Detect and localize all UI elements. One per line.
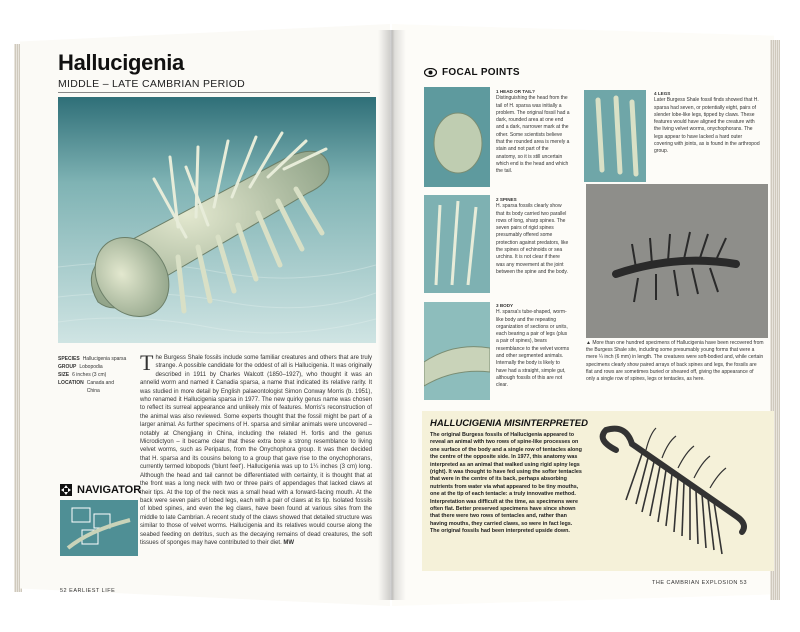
misinterpreted-title: HALLUCIGENIA MISINTERPRETED: [430, 418, 588, 429]
title-rule: [58, 92, 370, 93]
navigator-heading: NAVIGATOR: [60, 484, 141, 496]
author-initials: MW: [283, 539, 295, 546]
fossil-caption: ▲ More than one hundred specimens of Hallucigenia have been recovered from the Burgess Shale site, including some presumably young forms that were a mere ¼ inch (6 mm) in length. The creatures were soft-bodied and, while certain specimens clearly show paired arrays of back spines and legs, the fossils are flat and rows are sometimes buried or sheared off, giving the appearance of only a single row of spines, legs or tentacles, as here.: [586, 340, 764, 383]
navigator-thumbnail: [60, 500, 138, 556]
focal-image-body: [424, 302, 490, 400]
hallucigenia-illustration: [58, 97, 376, 343]
eye-icon: [424, 68, 437, 77]
focal-point-2: 2 SPINES H. sparsa fossils clearly show that its body carried two parallel rows of long, sharp spines. The seven pairs of rigid spines presumably offered some protection against predators, like the spines of echinoids or sea urchins. It is not clear if there was any movement at the joint between the spine and the body.: [496, 197, 569, 275]
spec-row: SIZE 6 inches (3 cm): [58, 372, 107, 378]
upside-down-reconstruction-drawing: [586, 420, 762, 568]
page-title: Hallucigenia: [58, 50, 184, 75]
focal-point-4: 4 LEGS Later Burgess Shale fossil finds showed that H. sparsa had seven, or potentially eight, pairs of slender lobe-like legs, tipped by claws. These features would have aligned the creature with the living velvet worms, onychophorans. The legs appear to have lacked a hard outer covering with joints, as is found in the arthropod group.: [654, 91, 760, 155]
focal-image-spines: [424, 195, 490, 293]
period-subtitle: MIDDLE – LATE CAMBRIAN PERIOD: [58, 78, 246, 90]
fossil-photo: [586, 184, 768, 338]
drop-cap: T: [140, 350, 154, 375]
article-body: he Burgess Shale fossils include some familiar creatures and others that are truly strange. A possible candidate for the oddest of all is Hallucigenia. It was originally described in 1911 by Charles Walcott (1850–1927), who thought it was an annelid worm and named it Canadia sparsa, a name that indicated its relative rarity. It was studied in more detail by English palaeontologist Simon Conway Morris (b. 1951), who renamed it Hallucigenia sparsa in 1977. The new quirky genus name was chosen to reflect its surreal appearance and unlikely mix of features. Morris's reconstruction of the animal was also reviewed. Some experts thought that the fossil might be part of a larger animal. As further specimens of H. sparsa and similar animals were uncovered – notably at Chengjiang in China, including the related H. fortis and the genus Microdictyon – it became clear that these extra bore a strong resemblance to living velvet worms, such as Peripatus, from the Onychophora group. It was then decided that H. sparsa and its cousins belong to a group that gave rise to the onychophorans, currently termed lobopods ('blunt feet'). Hallucigenia was up to 1¼ inches (3 cm) long. Although the head and tail cannot be differentiated with certainty, it is thought that at the front was a long neck with two or three pairs of appendages that lacked claws at their tips. At the top of the neck was a small head with a forward-facing mouth. At the back were seven pairs of lobed legs, each with a pair of claws at its tip. Isolated fossils of lobed spines, and even the leg claws, have been found at various sites from the middle to late Cambrian. A recent study of the claws showed that detailed structure was similar to those of velvet worms. Hallucigenia and its relatives would course along the seabed feeding on detritus, such as the decaying remains of dead creatures, the soft tissues of sponges may have contributed to their diet.: [140, 355, 372, 546]
navigator-icon: [60, 484, 72, 496]
spec-row: SPECIES Hallucigenia sparsa: [58, 356, 127, 362]
focal-point-3: 3 BODY H. sparsa's tube-shaped, worm-like body and the repeating organization of sections or units, each bearing a pair of legs (plus a pair of spines), bears resemblance to the velvet worms and other segmented animals. Internally the body is likely to have had a straight, simple gut, although fossils of this are not clear.: [496, 303, 570, 389]
focal-image-head: [424, 87, 490, 187]
left-folio: 52 EARLIEST LIFE: [60, 588, 116, 594]
spec-row: GROUP Lobopodia: [58, 364, 103, 370]
book-gutter: [378, 30, 406, 600]
spec-row: LOCATION Canada and China: [58, 380, 114, 394]
focal-points-heading: FOCAL POINTS: [424, 67, 520, 78]
right-folio: THE CAMBRIAN EXPLOSION 53: [652, 580, 748, 586]
focal-point-1: 1 HEAD OR TAIL? Distinguishing the head from the tail of H. sparsa was initially a problem. The original fossil had a dark, rounded area at one end and a dark, narrower mark at the other. Some scientists believe that the rounded area is merely a stain and not part of the anatomy, so it is still uncertain which end is the head and which the tail.: [496, 89, 570, 175]
main-article-text: [140, 350, 372, 547]
misinterpreted-text: The original Burgess fossils of Hallucigenia appeared to reveal an animal with two rows of spine-like processes on one surface of the body and a single row of tentacles along the centre of the opposite side. In 1977, this anatomy was interpreted as an animal that walked using rigid spiny legs (right). It was thought to have fed using the softer tentacles that were in the centre of its back, perhaps absorbing nutrients from water via what appeared to be tiny mouths, one at the tip of each tentacle: a truly innovative method. Interpretation was difficult at the time, as specimens were often flat. Better preserved specimens have since shown that there were two rows of tentacles and, rather than having mouths, they carried claws, so were in fact legs. The original fossils had been interpreted upside down.: [430, 432, 582, 535]
focal-image-legs: [584, 90, 646, 182]
species-specs: [58, 355, 128, 395]
